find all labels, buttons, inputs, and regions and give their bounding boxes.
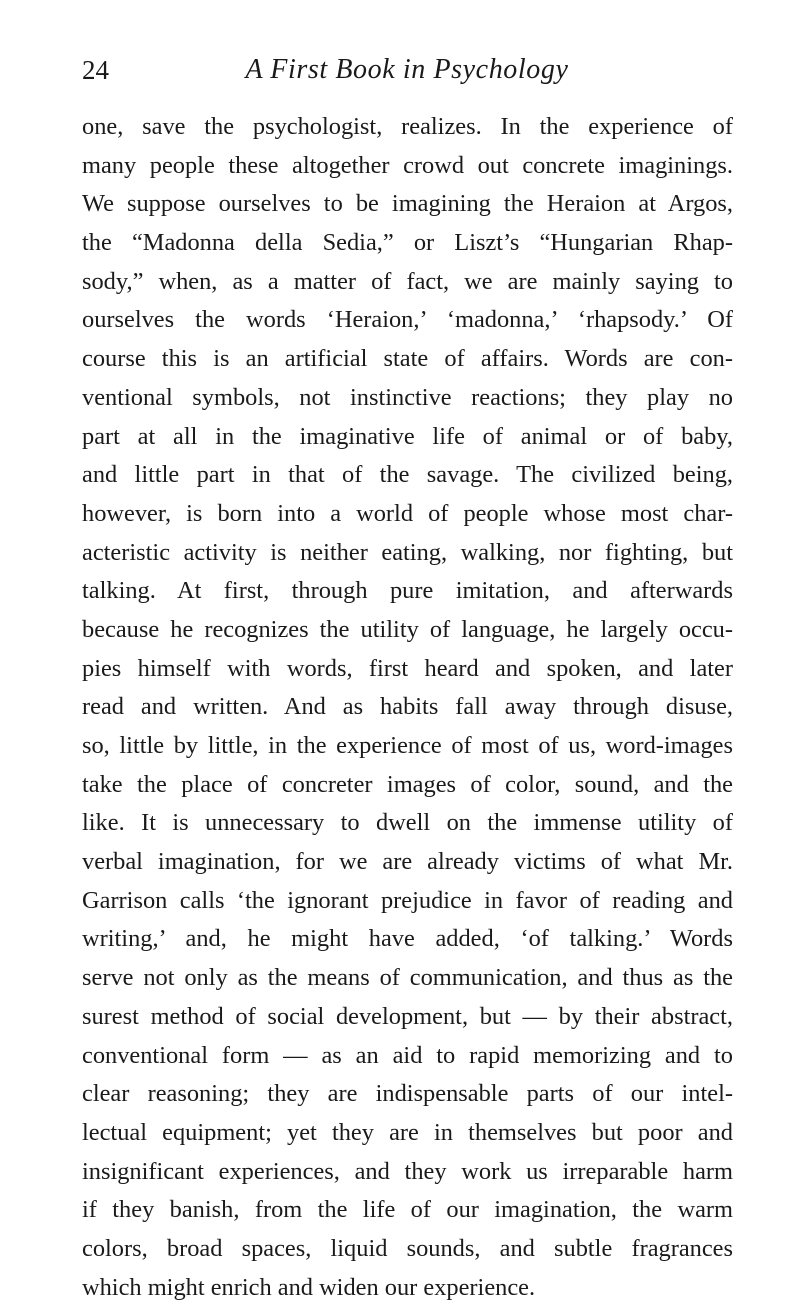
text-line: colors, broad spaces, liquid sounds, and subtle fragrances [82,1234,733,1262]
text-line: sody,” when, as a matter of fact, we are mainly saying to [82,267,733,295]
text-line: writing,’ and, he might have added, ‘of talking.’ Words [82,925,733,953]
text-line: the “Madonna della Sedia,” or Liszt’s “Hungarian Rhap- [82,229,733,257]
text-line: conventional form — as an aid to rapid memorizing and to [82,1041,733,1069]
text-line: talking. At first, through pure imitation, and afterwards [82,577,733,605]
text-line: clear reasoning; they are indispensable parts of our intel- [82,1080,733,1108]
text-line: We suppose ourselves to be imagining the Heraion at Argos, [82,190,733,218]
text-line: insignificant experiences, and they work us irreparable harm [82,1157,733,1185]
text-line: and little part in that of the savage. The civilized being, [82,461,733,489]
text-line: one, save the psychologist, realizes. In the experience of [82,113,733,140]
text-line: pies himself with words, first heard and spoken, and later [82,654,733,682]
text-line: so, little by little, in the experience of most of us, word-images [82,732,733,759]
text-line: however, is born into a world of people whose most char- [82,499,733,527]
text-line: verbal imagination, for we are already victims of what Mr. [82,848,733,876]
text-line: lectual equipment; yet they are in themselves but poor and [82,1118,733,1146]
text-line: surest method of social development, but — by their abstract, [82,1002,733,1030]
page-number: 24 [82,55,109,85]
text-line: ourselves the words ‘Heraion,’ ‘madonna,’ ‘rhapsody.’ Of [82,306,733,334]
text-line: Garrison calls ‘the ignorant prejudice in favor of reading and [82,886,733,914]
text-line: read and written. And as habits fall away through disuse, [82,693,733,721]
text-line: serve not only as the means of communication, and thus as the [82,964,733,992]
text-line: part at all in the imaginative life of animal or of baby, [82,422,733,450]
body-paragraph [82,108,733,1307]
text-line: take the place of concreter images of color, sound, and the [82,770,733,798]
running-title: A First Book in Psychology [245,54,569,85]
text-line: if they banish, from the life of our imagination, the warm [82,1196,733,1224]
text-line: because he recognizes the utility of language, he largely occu- [82,615,733,643]
text-line: course this is an artificial state of affairs. Words are con- [82,345,733,373]
text-line: many people these altogether crowd out concrete imaginings. [82,151,733,179]
text-line: ventional symbols, not instinctive reactions; they play no [82,383,733,411]
text-line: acteristic activity is neither eating, walking, nor fighting, but [82,538,733,566]
text-line: like. It is unnecessary to dwell on the immense utility of [82,809,733,837]
page-header [82,50,732,90]
text-line: which might enrich and widen our experience. [82,1273,536,1301]
